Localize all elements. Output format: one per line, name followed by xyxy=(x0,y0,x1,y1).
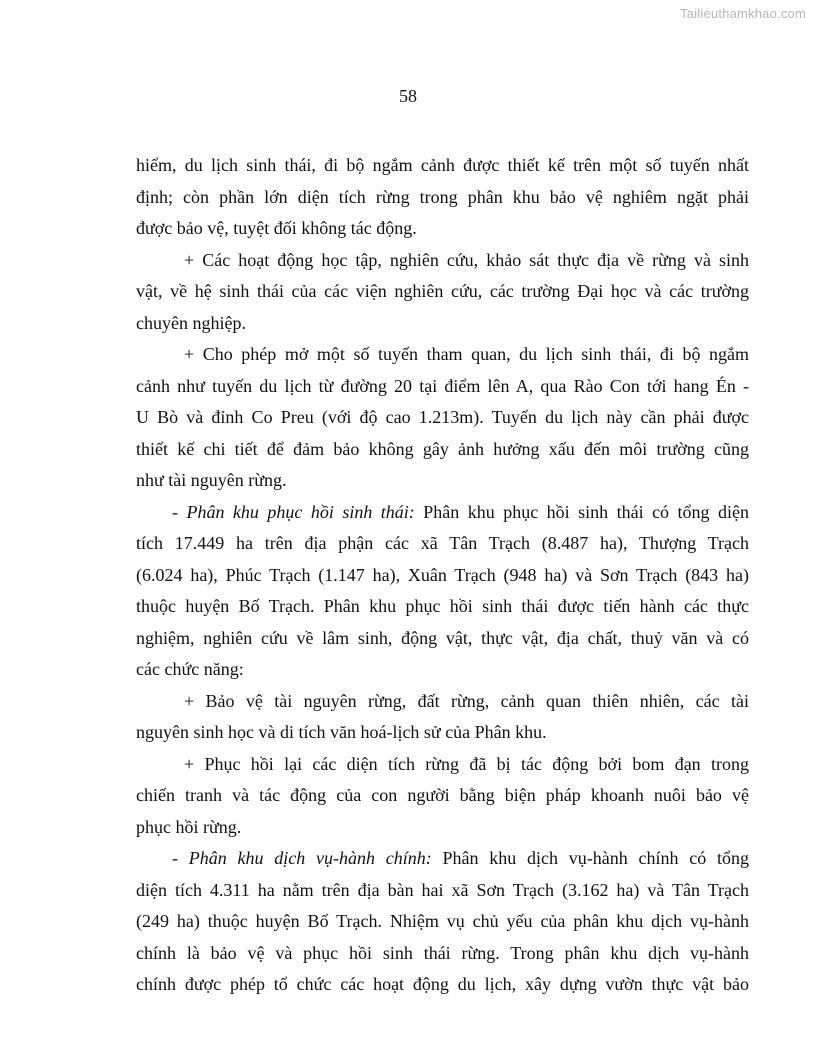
paragraph xyxy=(136,150,749,245)
text-line: vật, về hệ sinh thái của các viện nghiên cứu, các trường Đại học và các trường xyxy=(136,281,749,301)
text-line: (249 ha) thuộc huyện Bố Trạch. Nhiệm vụ chủ yếu của phân khu dịch vụ-hành xyxy=(136,911,749,931)
paragraph xyxy=(136,245,749,340)
text-line: + Phục hồi lại các diện tích rừng đã bị tác động bởi bom đạn trong xyxy=(184,753,749,774)
text-line: hiểm, du lịch sinh thái, đi bộ ngắm cảnh được thiết kế trên một số tuyến nhất xyxy=(136,155,749,175)
text-line: chính được phép tổ chức các hoạt động du lịch, xây dựng vườn thực vật bảo xyxy=(136,974,749,994)
text-line: + Các hoạt động học tập, nghiên cứu, khảo sát thực địa về rừng và sinh xyxy=(184,249,749,270)
watermark: Tailieuthamkhao.com xyxy=(680,6,806,21)
text-line: tích 17.449 ha trên địa phận các xã Tân Trạch (8.487 ha), Thượng Trạch xyxy=(136,533,749,553)
section-heading-italic: - Phân khu phục hồi sinh thái: xyxy=(172,501,415,522)
text-line: + Cho phép mở một số tuyến tham quan, du lịch sinh thái, đi bộ ngắm xyxy=(184,344,749,364)
paragraph xyxy=(136,843,749,1001)
text-line: như tài nguyên rừng. xyxy=(136,470,287,490)
section-heading-italic: - Phân khu dịch vụ-hành chính: xyxy=(172,848,432,868)
paragraph xyxy=(136,686,749,749)
paragraph xyxy=(136,749,749,844)
text-line: phục hồi rừng. xyxy=(136,816,242,837)
text-line: các chức năng: xyxy=(136,659,244,679)
text-line xyxy=(136,843,749,875)
text-run: Phân khu phục hồi sinh thái có tổng diện xyxy=(414,501,749,522)
text-line: + Bảo vệ tài nguyên rừng, đất rừng, cảnh quan thiên nhiên, các tài xyxy=(184,690,749,711)
text-line: được bảo vệ, tuyệt đối không tác động. xyxy=(136,218,417,238)
paragraph xyxy=(136,497,749,686)
text-line: chiến tranh và tác động của con người bằng biện pháp khoanh nuôi bảo vệ xyxy=(136,785,749,805)
text-line: thuộc huyện Bố Trạch. Phân khu phục hồi sinh thái được tiến hành các thực xyxy=(136,596,749,616)
text-line: chính là bảo vệ và phục hồi sinh thái rừng. Trong phân khu dịch vụ-hành xyxy=(136,942,749,963)
text-line xyxy=(136,497,749,529)
text-run: Phân khu dịch vụ-hành chính có tổng xyxy=(431,848,749,868)
text-line: thiết kế chi tiết để đảm bảo không gây ảnh hưởng xấu đến môi trường cũng xyxy=(136,438,749,459)
text-line: (6.024 ha), Phúc Trạch (1.147 ha), Xuân Trạch (948 ha) và Sơn Trạch (843 ha) xyxy=(136,564,749,585)
document-body xyxy=(136,150,749,1001)
text-line: nghiệm, nghiên cứu về lâm sinh, động vật, thực vật, địa chất, thuỷ văn và có xyxy=(136,627,749,648)
text-line: cảnh như tuyến du lịch từ đường 20 tại điểm lên A, qua Rào Con tới hang Én - xyxy=(136,375,749,396)
text-line: nguyên sinh học và di tích văn hoá-lịch sử của Phân khu. xyxy=(136,722,547,742)
page-number: 58 xyxy=(399,86,417,106)
text-line: diện tích 4.311 ha nằm trên địa bàn hai xã Sơn Trạch (3.162 ha) và Tân Trạch xyxy=(136,879,749,900)
text-line: định; còn phần lớn diện tích rừng trong phân khu bảo vệ nghiêm ngặt phải xyxy=(136,186,749,207)
paragraph xyxy=(136,339,749,497)
text-line: U Bò và đỉnh Co Preu (với độ cao 1.213m). Tuyến du lịch này cần phải được xyxy=(136,407,749,427)
text-line: chuyên nghiệp. xyxy=(136,312,246,333)
